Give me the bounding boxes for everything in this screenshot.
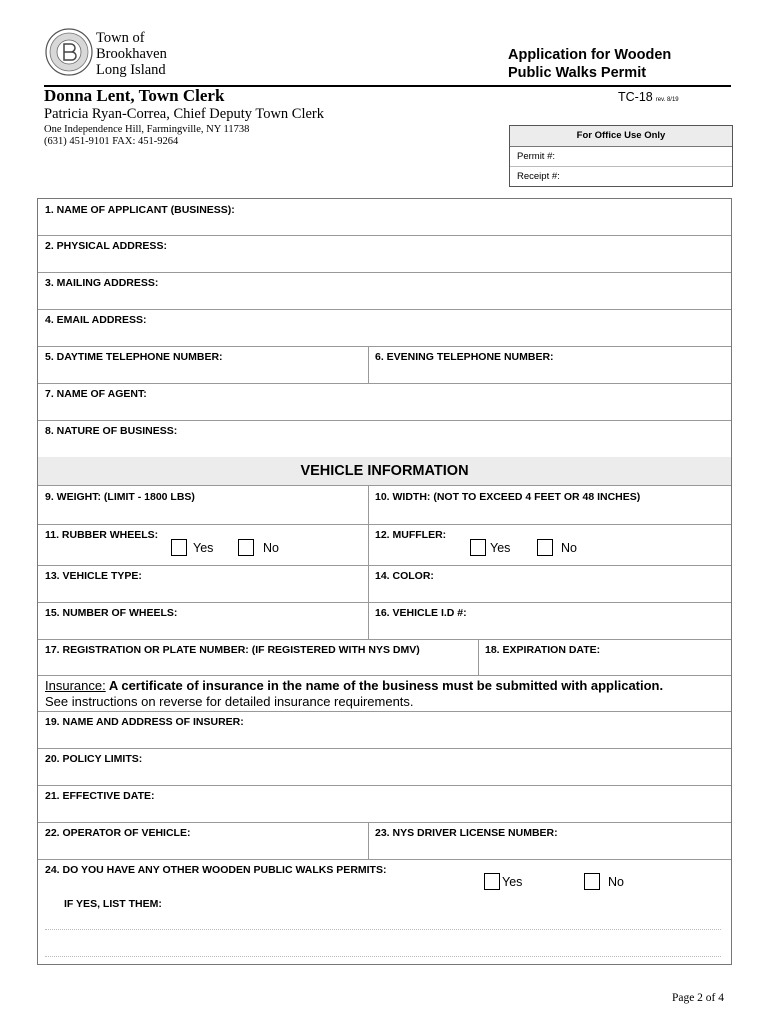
row-divider — [38, 272, 731, 273]
evening-phone-field[interactable]: 6. EVENING TELEPHONE NUMBER: — [375, 351, 554, 363]
rubber-wheels-no-label: No — [263, 541, 279, 555]
muffler-label: 12. MUFFLER: — [375, 529, 447, 541]
rubber-wheels-no-checkbox[interactable] — [238, 539, 254, 556]
operator-of-vehicle-field[interactable]: 22. OPERATOR OF VEHICLE: — [45, 827, 191, 839]
other-permits-no-label: No — [608, 875, 624, 889]
driver-license-number-field[interactable]: 23. NYS DRIVER LICENSE NUMBER: — [375, 827, 558, 839]
row-divider — [38, 309, 731, 310]
vehicle-type-field[interactable]: 13. VEHICLE TYPE: — [45, 570, 142, 582]
daytime-phone-field[interactable]: 5. DAYTIME TELEPHONE NUMBER: — [45, 351, 223, 363]
form-revision: rev. 8/19 — [655, 97, 679, 103]
row-divider — [38, 485, 731, 486]
insurer-name-address-field[interactable]: 19. NAME AND ADDRESS OF INSURER: — [45, 716, 244, 728]
muffler-yes-checkbox[interactable] — [470, 539, 486, 556]
insurance-label: Insurance: — [45, 678, 106, 693]
policy-limits-field[interactable]: 20. POLICY LIMITS: — [45, 753, 143, 765]
application-title-line-2: Public Walks Permit — [508, 65, 647, 81]
application-title-line-1: Application for Wooden — [508, 47, 672, 63]
town-line-2: Brookhaven — [96, 46, 167, 62]
row-divider — [38, 346, 731, 347]
insurance-requirement: A certificate of insurance in the name of the business must be submitted with application. — [105, 678, 664, 693]
if-yes-list-label: IF YES, LIST THEM: — [64, 898, 162, 910]
row-divider — [38, 822, 731, 823]
insurance-notice — [45, 678, 663, 710]
email-address-field[interactable]: 4. EMAIL ADDRESS: — [45, 314, 147, 326]
town-line-3: Long Island — [96, 62, 166, 78]
muffler-no-checkbox[interactable] — [537, 539, 553, 556]
town-clerk-name: Donna Lent, Town Clerk — [44, 86, 225, 105]
row-divider — [38, 524, 731, 525]
page-number: Page 2 of 4 — [671, 992, 724, 1004]
physical-address-field[interactable]: 2. PHYSICAL ADDRESS: — [45, 240, 167, 252]
effective-date-field[interactable]: 21. EFFECTIVE DATE: — [45, 790, 155, 802]
registration-number-field[interactable]: 17. REGISTRATION OR PLATE NUMBER: (IF REGISTERED WITH NYS DMV) — [45, 644, 420, 656]
row-divider — [38, 565, 731, 566]
row-divider — [38, 711, 731, 712]
other-permits-no-checkbox[interactable] — [584, 873, 600, 890]
form-number-text: TC-18 — [618, 90, 653, 104]
insurance-statement — [45, 678, 663, 694]
vehicle-information-heading: VEHICLE INFORMATION — [300, 463, 469, 479]
other-permits-label: 24. DO YOU HAVE ANY OTHER WOODEN PUBLIC WALKS PERMITS: — [45, 864, 387, 876]
mailing-address-field[interactable]: 3. MAILING ADDRESS: — [45, 277, 159, 289]
clerk-address — [44, 124, 249, 148]
insurance-note: See instructions on reverse for detailed insurance requirements. — [45, 694, 414, 709]
deputy-clerk-name: Patricia Ryan-Correa, Chief Deputy Town Clerk — [44, 106, 325, 122]
permit-number-field[interactable]: Permit #: — [510, 147, 732, 167]
column-divider — [368, 822, 369, 859]
nature-of-business-field[interactable]: 8. NATURE OF BUSINESS: — [45, 425, 178, 437]
column-divider — [368, 485, 369, 639]
column-divider — [478, 639, 479, 675]
agent-name-field[interactable]: 7. NAME OF AGENT: — [45, 388, 147, 400]
address-line-2: (631) 451-9101 FAX: 451-9264 — [44, 136, 179, 147]
row-divider — [38, 785, 731, 786]
applicant-name-field[interactable]: 1. NAME OF APPLICANT (BUSINESS): — [45, 204, 235, 216]
rubber-wheels-yes-label: Yes — [193, 541, 214, 555]
row-divider — [38, 675, 731, 676]
row-divider — [38, 602, 731, 603]
row-divider — [38, 235, 731, 236]
rubber-wheels-yes-checkbox[interactable] — [171, 539, 187, 556]
row-divider — [38, 748, 731, 749]
rubber-wheels-label: 11. RUBBER WHEELS: — [45, 529, 159, 541]
office-use-title: For Office Use Only — [510, 126, 732, 147]
width-field[interactable]: 10. WIDTH: (NOT TO EXCEED 4 FEET OR 48 INCHES) — [375, 491, 641, 503]
vehicle-id-field[interactable]: 16. VEHICLE I.D #: — [375, 607, 467, 619]
town-seal — [45, 28, 93, 76]
application-form — [37, 198, 732, 965]
row-divider — [38, 859, 731, 860]
town-line-1: Town of — [96, 30, 145, 46]
number-of-wheels-field[interactable]: 15. NUMBER OF WHEELS: — [45, 607, 178, 619]
row-divider — [38, 383, 731, 384]
application-title — [508, 46, 671, 82]
form-number — [618, 90, 679, 104]
weight-field[interactable]: 9. WEIGHT: (LIMIT - 1800 LBS) — [45, 491, 195, 503]
receipt-number-field[interactable]: Receipt #: — [517, 171, 560, 182]
permits-list-line-2[interactable] — [45, 956, 721, 957]
office-use-box — [509, 125, 733, 187]
other-permits-yes-checkbox[interactable] — [484, 873, 500, 890]
town-name — [96, 30, 167, 78]
muffler-yes-label: Yes — [490, 541, 511, 555]
other-permits-yes-label: Yes — [502, 875, 523, 889]
expiration-date-field[interactable]: 18. EXPIRATION DATE: — [485, 644, 601, 656]
row-divider — [38, 420, 731, 421]
row-divider — [38, 639, 731, 640]
muffler-no-label: No — [561, 541, 577, 555]
color-field[interactable]: 14. COLOR: — [375, 570, 434, 582]
column-divider — [368, 346, 369, 383]
address-line-1: One Independence Hill, Farmingville, NY 11738 — [44, 124, 250, 135]
permits-list-line-1[interactable] — [45, 929, 721, 930]
